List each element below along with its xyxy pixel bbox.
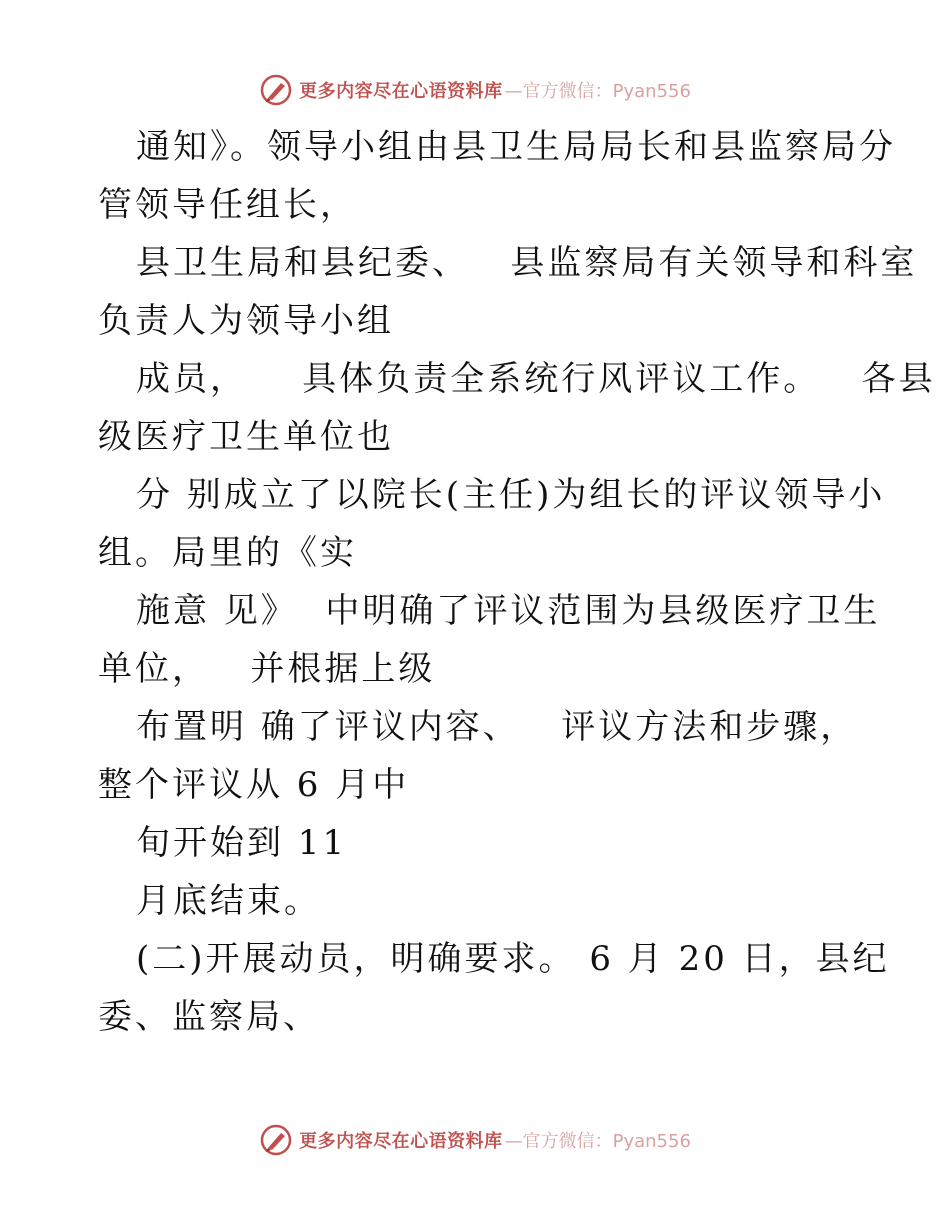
header-watermark (0, 70, 950, 110)
text-line: 级医疗卫生单位也 (98, 417, 394, 457)
text-line: 分 别成立了以院长(主任)为组长的评议领导小 (136, 475, 886, 515)
text-line: 成员， 具体负责全系统行风评议工作。 各县 (136, 359, 936, 399)
text-line: 委、监察局、 (98, 997, 320, 1037)
watermark-text: 更多内容尽在心语资料库 (299, 81, 503, 102)
text-line: 施意 见》 中明确了评议范围为县级医疗卫生 (136, 591, 881, 631)
text-line: 整个评议从 6 月中 (98, 765, 410, 805)
text-line: 负责人为领导小组 (98, 301, 394, 341)
watermark-suffix: —官方微信：Pyan556 (504, 81, 691, 102)
text-line: 通知》。领导小组由县卫生局局长和县监察局分 (136, 127, 896, 167)
pen-logo-icon (259, 1123, 293, 1157)
watermark-suffix: —官方微信：Pyan556 (504, 1131, 691, 1152)
text-line: 管领导任组长， (98, 185, 357, 225)
text-line: 县卫生局和县纪委、 县监察局有关领导和科室 (136, 243, 918, 283)
pen-logo-icon (259, 73, 293, 107)
watermark-text: 更多内容尽在心语资料库 (299, 1131, 503, 1152)
footer-watermark (0, 1120, 950, 1160)
text-line: (二)开展动员，明确要求。 6 月 20 日，县纪 (136, 939, 890, 979)
text-line: 月底结束。 (136, 881, 321, 921)
text-line: 布置明 确了评议内容、 评议方法和步骤， (136, 707, 858, 747)
document-body (98, 118, 936, 1046)
text-line: 旬开始到 11 (136, 823, 348, 863)
text-line: 组。局里的《实 (98, 533, 357, 573)
text-line: 单位， 并根据上级 (98, 649, 436, 689)
